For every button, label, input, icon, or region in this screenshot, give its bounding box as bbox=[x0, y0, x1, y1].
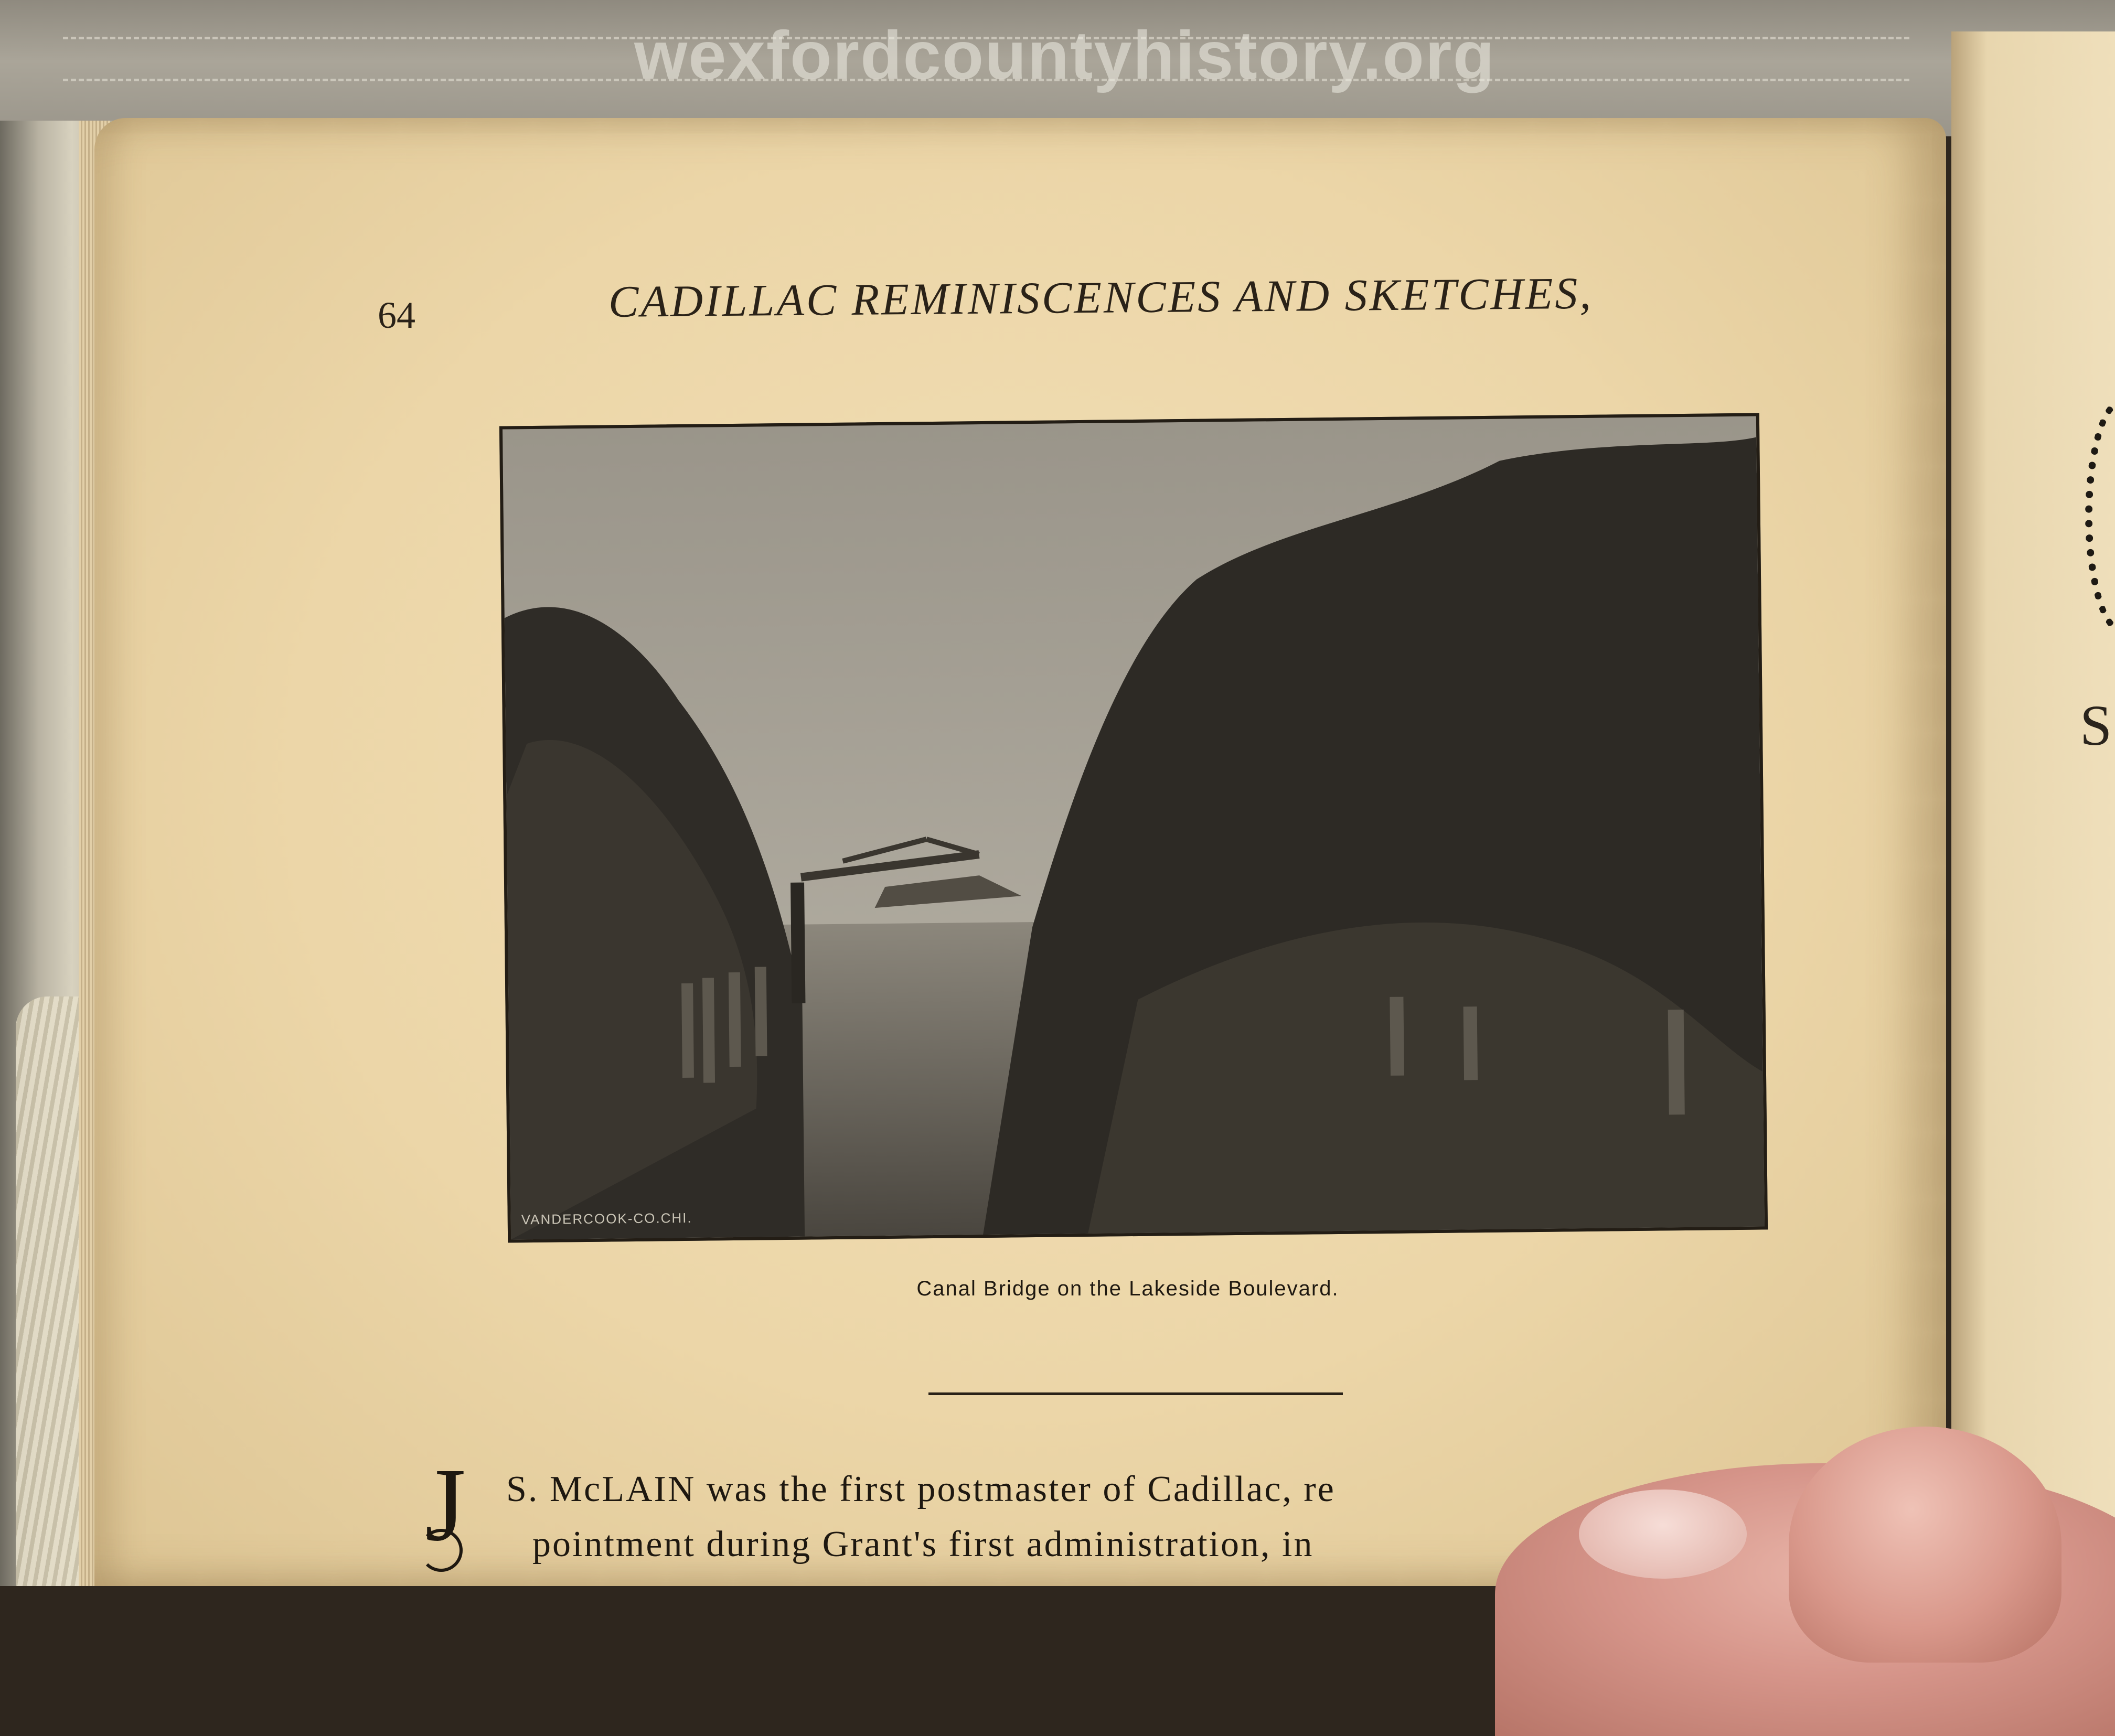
facing-page-letter: S bbox=[2080, 693, 2112, 757]
cloth-cover bbox=[0, 0, 2115, 136]
running-head: CADILLAC REMINISCENCES AND SKETCHES, bbox=[608, 267, 1594, 327]
body-text-line: S. McLAIN was the first postmaster of Cadillac, re bbox=[506, 1469, 1336, 1509]
thumbnail bbox=[1579, 1489, 1747, 1579]
drop-cap-ornament-icon bbox=[420, 1529, 463, 1572]
thumb-tip bbox=[1789, 1427, 2061, 1663]
engraver-credit: VANDERCOOK-CO.CHI. bbox=[521, 1209, 692, 1228]
halftone-photo bbox=[499, 413, 1768, 1242]
body-text-line: pointment during Grant's first administration, in bbox=[532, 1524, 1314, 1564]
watermark: wexfordcountyhistory.org bbox=[634, 17, 1496, 93]
canal-scene-illustration bbox=[503, 416, 1765, 1240]
drop-cap: J bbox=[425, 1447, 466, 1563]
facing-page bbox=[1951, 31, 2115, 1586]
page-number: 64 bbox=[378, 294, 415, 336]
section-divider bbox=[928, 1392, 1343, 1395]
photo-caption: Canal Bridge on the Lakeside Boulevard. bbox=[916, 1277, 1339, 1300]
